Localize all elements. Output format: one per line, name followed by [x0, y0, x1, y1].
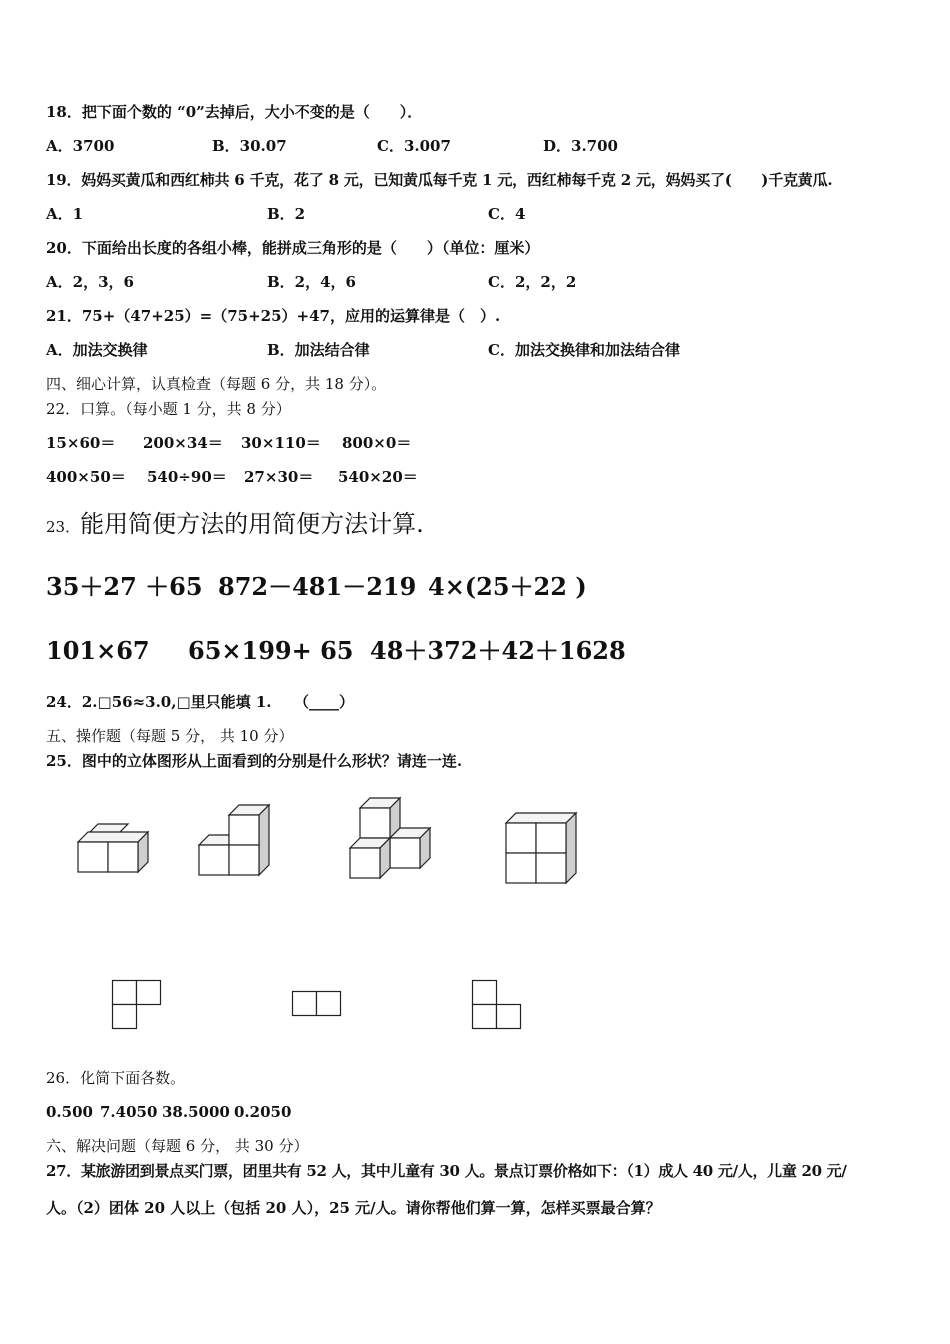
q23-number: 23． — [46, 518, 81, 536]
q22-item: 200×34＝ — [143, 434, 223, 452]
q18-option-b[interactable]: B．30.07 — [212, 137, 287, 155]
q22-item: 27×30＝ — [244, 468, 314, 486]
q23-expression: 35＋27 ＋65 — [46, 572, 203, 601]
q23-expression: 101×67 — [46, 636, 150, 665]
q23-expression: 65×199+ 65 — [188, 636, 354, 665]
top-view-2[interactable] — [292, 991, 342, 1017]
q22-item: 400×50＝ — [46, 468, 126, 486]
q22-item: 540÷90＝ — [147, 468, 227, 486]
solid-figure-2[interactable] — [193, 800, 278, 880]
q27-line2: 人。（2）团体 20 人以上（包括 20 人），25 元/人。请你帮他们算一算，怎样买票最合算？ — [46, 1199, 661, 1217]
solid-figure-3[interactable] — [345, 793, 440, 883]
q19-text: 19．妈妈买黄瓜和西红柿共 6 千克，花了 8 元，已知黄瓜每千克 1 元，西红柿每千克 2 元，妈妈买了( )千克黄瓜. — [46, 171, 833, 189]
q22-item: 15×60＝ — [46, 434, 116, 452]
q22-item: 800×0＝ — [342, 434, 412, 452]
q26-number: 0.2050 — [234, 1103, 292, 1121]
q18-option-d[interactable]: D．3.700 — [543, 137, 618, 155]
q23-expression: 872－481－219 — [218, 572, 417, 601]
q23-expression: 4×(25＋22 ) — [428, 572, 587, 601]
q26-number: 0.500 — [46, 1103, 93, 1121]
q25-text: 25．图中的立体图形从上面看到的分别是什么形状？请连一连. — [46, 752, 463, 770]
q20-option-c[interactable]: C．2，2，2 — [488, 273, 577, 291]
q20-text: 20．下面给出长度的各组小棒，能拼成三角形的是（ ）（单位：厘米） — [46, 239, 540, 257]
q21-option-b[interactable]: B．加法结合律 — [267, 341, 370, 359]
q26-number: 7.4050 — [100, 1103, 158, 1121]
q19-option-c[interactable]: C．4 — [488, 205, 526, 223]
q20-option-b[interactable]: B．2，4，6 — [267, 273, 356, 291]
q23-text: 能用简便方法的用简便方法计算. — [80, 510, 424, 538]
q21-option-c[interactable]: C．加法交换律和加法结合律 — [488, 341, 680, 359]
q19-option-a[interactable]: A．1 — [46, 205, 84, 223]
solid-figure-4[interactable] — [500, 808, 585, 888]
q21-text: 21．75+（47+25）=（75+25）+47，应用的运算律是（ ）. — [46, 307, 501, 325]
q22-text: 22．口算。（每小题 1 分，共 8 分） — [46, 400, 291, 418]
q22-item: 540×20＝ — [338, 468, 418, 486]
solid-figure-1[interactable] — [70, 815, 160, 880]
section4-heading: 四、细心计算，认真检查（每题 6 分，共 18 分）。 — [46, 375, 387, 393]
top-view-3[interactable] — [472, 980, 522, 1030]
q20-option-a[interactable]: A．2，3，6 — [46, 273, 134, 291]
q18-option-a[interactable]: A．3700 — [46, 137, 115, 155]
q27-line1: 27．某旅游团到景点买门票，团里共有 52 人，其中儿童有 30 人。景点订票价格如下：（1）成人 40 元/人，儿童 20 元/ — [46, 1162, 847, 1180]
q18-option-c[interactable]: C．3.007 — [377, 137, 451, 155]
q18-text: 18．把下面个数的 “0”去掉后，大小不变的是（ ）． — [46, 103, 423, 121]
q22-item: 30×110＝ — [241, 434, 321, 452]
q19-option-b[interactable]: B．2 — [267, 205, 306, 223]
section6-heading: 六、解决问题（每题 6 分， 共 30 分） — [46, 1137, 309, 1155]
q23-expression: 48＋372＋42＋1628 — [370, 636, 626, 665]
q26-number: 38.5000 — [162, 1103, 230, 1121]
q21-option-a[interactable]: A．加法交换律 — [46, 341, 148, 359]
q23-title — [46, 510, 424, 541]
q24-text: 24．2.□56≈3.0,□里只能填 1. （____） — [46, 693, 355, 711]
section5-heading: 五、操作题（每题 5 分， 共 10 分） — [46, 727, 294, 745]
top-view-1[interactable] — [112, 980, 162, 1030]
q26-text: 26．化简下面各数。 — [46, 1069, 186, 1087]
